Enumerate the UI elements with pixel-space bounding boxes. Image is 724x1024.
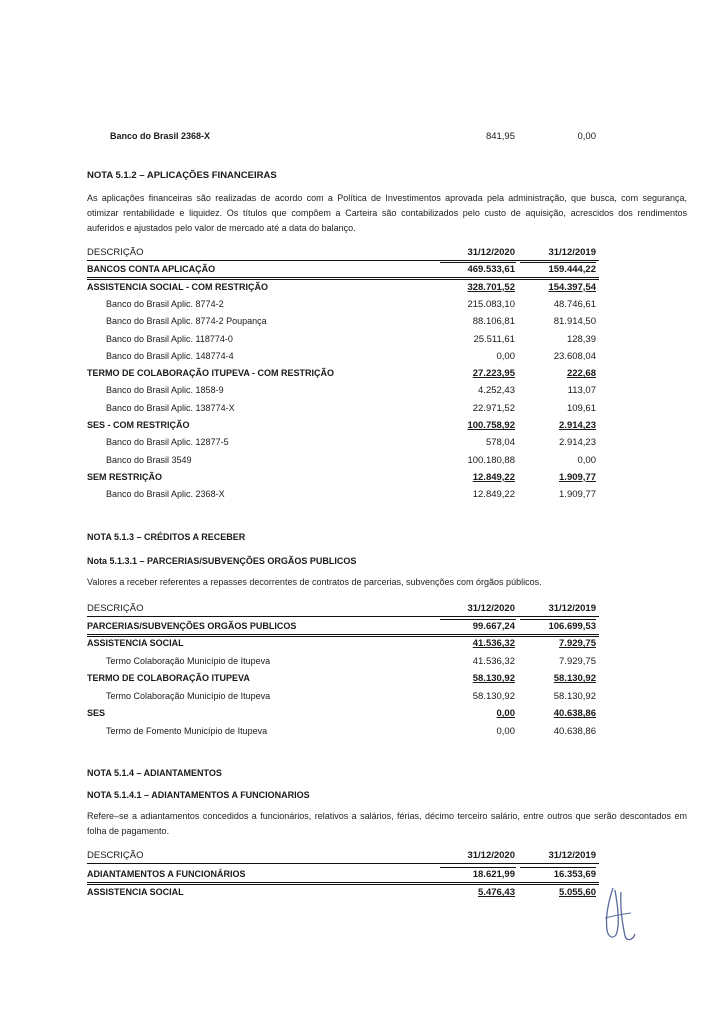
header-description: DESCRIÇÃO [87,603,144,614]
row-value-2019: 106.699,53 [548,620,596,632]
table-row [87,351,599,367]
row-value-2019: 81.914,50 [553,316,596,328]
row-value-2019: 48.746,61 [553,298,596,310]
row-value-2020: 5.476,43 [478,887,515,898]
table-row [87,282,599,298]
row-value-2020: 100.180,88 [467,454,515,466]
table-row [87,437,599,453]
row-value-2019: 7.929,75 [559,638,596,649]
row-label: ADIANTAMENTOS A FUNCIONÁRIOS [87,868,246,879]
row-value-2020: 469.533,61 [467,264,515,276]
row-value-2019: 128,39 [566,333,596,345]
header-2020: 31/12/2020 [467,603,515,614]
row-value-2020: 578,04 [485,437,515,449]
table-row [87,403,599,419]
table-rule [440,262,516,263]
row-value-2020: 88.106,81 [472,316,515,328]
table-double-rule [87,634,599,637]
row-label: Banco do Brasil Aplic. 118774-0 [106,333,233,344]
section-paragraph-5-1-3: Valores a receber referentes a repasses decorrentes de contratos de parcerias, subvenções com órgãos públicos. [87,577,542,587]
row-label: Banco do Brasil 3549 [106,454,192,465]
table-row [87,638,599,654]
table-row [87,299,599,315]
row-label: Banco do Brasil Aplic. 12877-5 [106,437,229,448]
row-value-2020: 22.971,52 [472,402,515,414]
section-subtitle-5-1-4-1: NOTA 5.1.4.1 – ADIANTAMENTOS A FUNCIONARIOS [87,790,310,800]
row-value-2019: 0,00 [577,454,596,466]
row-label: Termo Colaboração Município de Itupeva [106,690,271,701]
row-label: Banco do Brasil Aplic. 148774-4 [106,350,234,361]
row-value-2019: 113,07 [567,385,596,397]
table-row [87,420,599,436]
table-double-rule [87,277,599,280]
table-rule [520,867,596,868]
row-value-2020: 58.130,92 [472,690,515,702]
header-2020: 31/12/2020 [467,850,515,861]
header-2019: 31/12/2019 [548,247,596,258]
row-value-2020: 25.511,61 [473,333,515,345]
row-value-2020: 100.758,92 [467,420,515,431]
table-row [87,316,599,332]
row-label: Banco do Brasil Aplic. 8774-2 [106,298,224,309]
row-value-2019: 40.638,86 [553,708,596,719]
row-value-2020: 12.849,22 [472,471,515,483]
section-title-5-1-4: NOTA 5.1.4 – ADIANTAMENTOS [87,768,222,778]
header-2019: 31/12/2019 [548,850,596,861]
table-row [87,726,599,742]
table-rule [87,863,599,864]
row-value-2019: 7.929,75 [559,655,596,667]
section-title-5-1-2: NOTA 5.1.2 – APLICAÇÕES FINANCEIRAS [87,170,277,181]
row-label: Banco do Brasil Aplic. 1858-9 [106,385,224,396]
section-paragraph-5-1-4: Refere–se a adiantamentos concedidos a funcionários, relativos a salários, férias, décimo terceiro salário, entre outros que serão descontados em folha de pagamento. [87,811,687,836]
row-value-2020: 99.667,24 [472,620,515,632]
top-line-2020: 841,95 [485,131,515,142]
row-value-2019: 58.130,92 [553,673,596,684]
top-line-2019: 0,00 [577,131,596,142]
top-line-label: Banco do Brasil 2368-X [110,131,211,141]
row-value-2020: 0,00 [496,708,515,719]
table-rule [520,619,596,620]
table-row [87,385,599,401]
section-title-5-1-3: NOTA 5.1.3 – CRÉDITOS A RECEBER [87,532,246,542]
row-value-2019: 23.608,04 [553,350,596,362]
row-value-2020: 328.701,52 [467,281,515,293]
row-value-2020: 41.536,32 [472,655,515,667]
table-row [87,691,599,707]
header-description: DESCRIÇÃO [87,247,144,258]
table-double-rule [87,882,599,885]
row-value-2019: 159.444,22 [548,264,596,276]
header-2019: 31/12/2019 [548,603,596,614]
table-rule [87,260,599,261]
row-value-2019: 1.909,77 [559,471,596,483]
row-value-2020: 0,00 [496,725,515,737]
row-label: SEM RESTRIÇÃO [87,471,163,482]
row-label: ASSISTENCIA SOCIAL [87,887,184,897]
row-value-2020: 27.223,95 [472,368,515,380]
table-rule [440,619,516,620]
table-row [87,334,599,350]
table-row [87,368,599,384]
table-row [87,708,599,724]
row-label: TERMO DE COLABORAÇÃO ITUPEVA [87,673,250,683]
row-value-2019: 2.914,23 [559,420,596,431]
table-rule [440,867,516,868]
section-subtitle-5-1-3-1: Nota 5.1.3.1 – PARCERIAS/SUBVENÇÕES ORGÃOS PUBLICOS [87,556,357,566]
row-label: Banco do Brasil Aplic. 2368-X [106,489,225,500]
row-label: PARCERIAS/SUBVENÇÕES ORGÃOS PUBLICOS [87,620,297,631]
row-value-2019: 109,61 [566,402,596,414]
row-label: SES - COM RESTRIÇÃO [87,420,190,430]
row-value-2020: 18.621,99 [472,868,515,880]
header-2020: 31/12/2020 [467,247,515,258]
header-description: DESCRIÇÃO [87,850,144,861]
table-row [87,489,599,505]
row-value-2019: 222,68 [566,368,596,380]
row-value-2019: 2.914,23 [559,437,596,449]
row-value-2019: 1.909,77 [559,489,596,501]
table-row [87,472,599,488]
row-value-2019: 154.397,54 [548,281,596,293]
row-value-2020: 215.083,10 [467,298,515,310]
table-row [87,455,599,471]
row-value-2020: 0,00 [496,350,515,362]
row-value-2019: 58.130,92 [553,690,596,702]
table-row [87,887,599,903]
row-label: Termo de Fomento Município de Itupeva [106,725,268,736]
signature-mark [595,880,640,950]
row-value-2019: 40.638,86 [553,725,596,737]
row-value-2019: 16.353,69 [553,868,596,880]
table-row [87,656,599,672]
row-value-2020: 58.130,92 [472,673,515,684]
row-value-2020: 4.252,43 [478,385,515,397]
section-paragraph-5-1-2: As aplicações financeiras são realizadas de acordo com a Política de Investimentos aprovada pela administração, que busca, com segurança, otimizar rentabilidade e liquidez. Os títulos que compõem a Carteira são contabilizados pelo custo de aquisição, acrescidos dos rendimentos auferidos e ajustados pelo valor de mercado até a data do balanço. [87,193,687,233]
row-label: ASSISTENCIA SOCIAL [87,638,184,648]
table-rule [87,616,599,617]
row-label: Banco do Brasil Aplic. 138774-X [106,402,235,413]
row-label: TERMO DE COLABORAÇÃO ITUPEVA - COM RESTRIÇÃO [87,368,334,379]
row-value-2020: 41.536,32 [472,638,515,649]
row-label: SES [87,708,106,718]
row-value-2019: 5.055,60 [559,887,596,898]
row-label: ASSISTENCIA SOCIAL - COM RESTRIÇÃO [87,281,269,292]
row-value-2020: 12.849,22 [472,489,515,501]
table-row [87,673,599,689]
row-label: Banco do Brasil Aplic. 8774-2 Poupança [106,316,267,327]
row-label: Termo Colaboração Município de Itupeva [106,655,271,666]
row-label: BANCOS CONTA APLICAÇÃO [87,264,216,275]
table-rule [520,262,596,263]
